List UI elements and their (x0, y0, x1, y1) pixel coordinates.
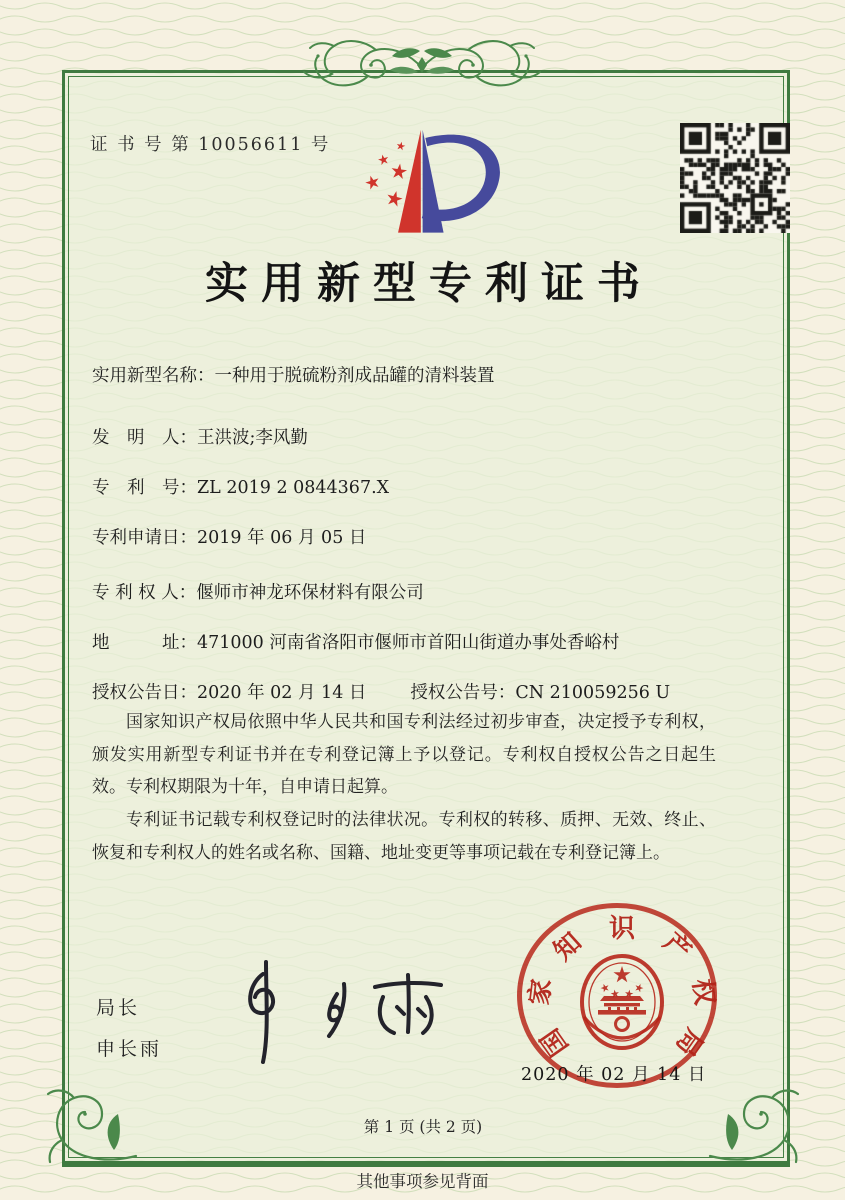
field-label: 专 利 权 人： (92, 583, 197, 603)
seal-char: 局 (669, 1022, 709, 1062)
field-label: 实用新型名称： (92, 366, 215, 386)
qr-code (680, 123, 790, 233)
seal-char: 识 (608, 913, 635, 944)
field-row-grant (92, 679, 714, 707)
seal-char: 产 (656, 926, 697, 967)
top-flourish-ornament (272, 34, 572, 92)
page-number: 第 1 页 (共 2 页) (363, 1118, 483, 1136)
field-value: ZL 2019 2 0844367.X (197, 478, 390, 498)
field-label: 发 明 人： (92, 428, 197, 448)
commissioner-signature (225, 956, 460, 1071)
grant-number-label: 授权公告号： (410, 683, 516, 703)
field-value: 2019 年 06 月 05 日 (197, 528, 367, 548)
cnipa-patent-logo-icon (338, 124, 520, 244)
seal-char: 国 (535, 1022, 575, 1062)
grant-date-value: 2020 年 02 月 14 日 (197, 683, 367, 703)
certificate-fields (92, 362, 714, 707)
certificate-title: 实用新型专利证书 (205, 259, 653, 309)
commissioner-title: 局长 (96, 997, 141, 1019)
back-side-note: 其他事项参见背面 (356, 1172, 489, 1191)
field-row-patent-number (92, 474, 714, 502)
prc-national-emblem-icon (572, 948, 672, 1056)
field-value: 一种用于脱硫粉剂成品罐的清料装置 (214, 366, 495, 386)
commissioner-name: 申长雨 (96, 1038, 163, 1060)
field-row-inventors (92, 424, 714, 452)
grant-date-label: 授权公告日： (92, 683, 197, 703)
field-value: 偃师市神龙环保材料有限公司 (196, 583, 424, 603)
legal-text (92, 706, 716, 869)
seal-char: 知 (547, 926, 588, 967)
seal-char: 家 (524, 977, 558, 1007)
field-label: 专 利 号： (92, 478, 197, 498)
field-row-filing-date (92, 524, 714, 552)
field-value: 王洪波;李风勤 (197, 428, 308, 448)
legal-paragraph-1: 国家知识产权局依照中华人民共和国专利法经过初步审查，决定授予专利权，颁发实用新型专利证书并在专利登记簿上予以登记。专利权自授权公告之日起生效。专利权期限为十年，自申请日起算。 (92, 712, 716, 798)
seal-char: 权 (686, 977, 720, 1007)
certificate-number: 证 书 号 第 10056611 号 (90, 135, 331, 155)
field-value: 471000 河南省洛阳市偃师市首阳山街道办事处香峪村 (197, 633, 620, 653)
field-row-name (92, 362, 714, 390)
field-label: 专利申请日： (92, 528, 197, 548)
legal-paragraph-2: 专利证书记载专利权登记时的法律状况。专利权的转移、质押、无效、终止、恢复和专利权人的姓名或名称、国籍、地址变更等事项记载在专利登记簿上。 (92, 809, 716, 863)
seal-date: 2020 年 02 月 14 日 (521, 1065, 707, 1085)
grant-number-value: CN 210059256 U (515, 683, 671, 703)
field-row-address (92, 629, 714, 657)
field-label: 地 址： (92, 633, 197, 653)
field-row-patentee (92, 579, 714, 607)
